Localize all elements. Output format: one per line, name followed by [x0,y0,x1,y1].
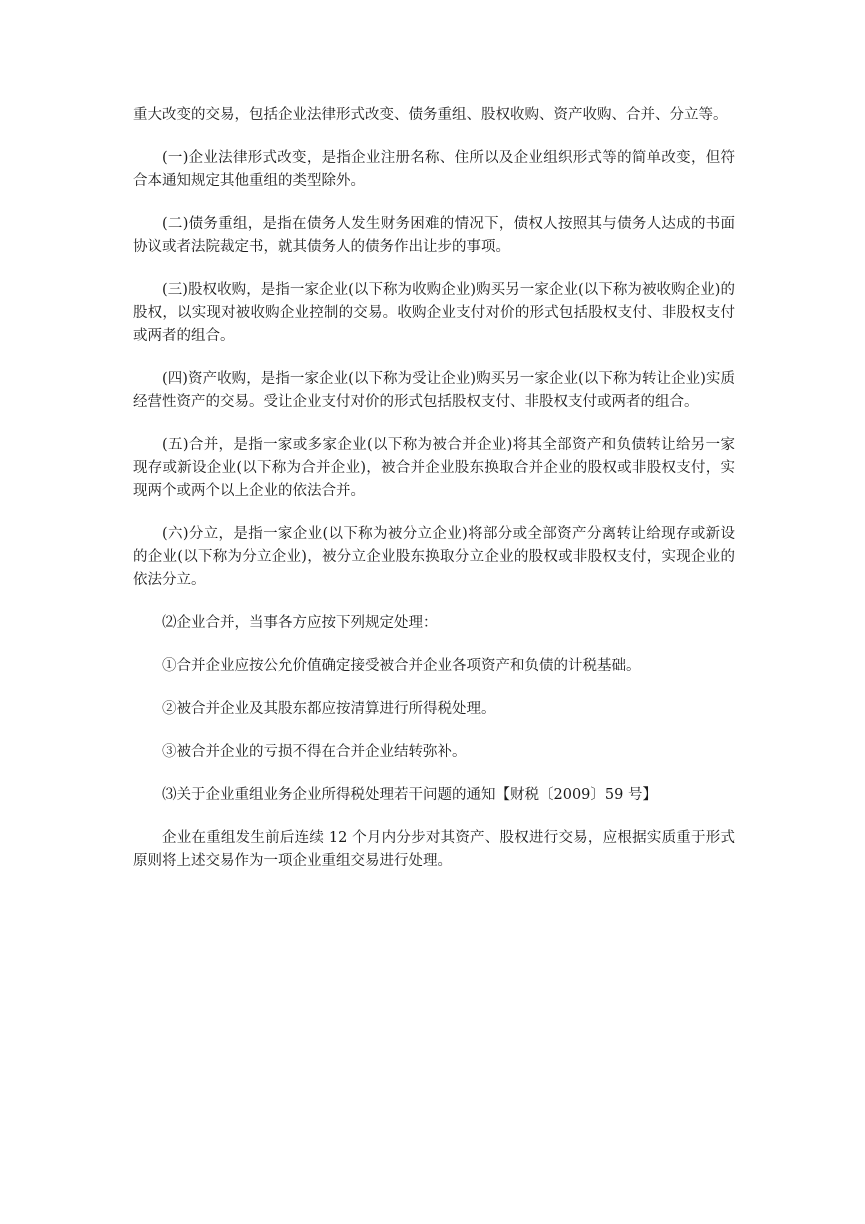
paragraph-merger: (五)合并，是指一家或多家企业(以下称为被合并企业)将其全部资产和负债转让给另一家现存或新设企业(以下称为合并企业)，被合并企业股东换取合并企业的股权或非股权支付，实现两个或两个以上企业的依法合并。 [133,437,735,499]
paragraph-legal-form-change: (一)企业法律形式改变，是指企业注册名称、住所以及企业组织形式等的简单改变，但符合本通知规定其他重组的类型除外。 [133,150,735,189]
paragraph-division: (六)分立，是指一家企业(以下称为被分立企业)将部分或全部资产分离转让给现存或新设的企业(以下称为分立企业)，被分立企业股东换取分立企业的股权或非股权支付，实现企业的依法分立。 [133,526,735,588]
item-merger-rules-heading: ⑵企业合并，当事各方应按下列规定处理： [162,615,438,631]
document-body [133,104,735,893]
item-merger-rule-3: ③被合并企业的亏损不得在合并企业结转弥补。 [162,744,467,760]
item-merger-rule-1: ①合并企业应按公允价值确定接受被合并企业各项资产和负债的计税基础。 [162,658,641,674]
paragraph-debt-restructuring: (二)债务重组，是指在债务人发生财务困难的情况下，债权人按照其与债务人达成的书面协议或者法院裁定书，就其债务人的债务作出让步的事项。 [133,216,735,255]
item-merger-rule-2: ②被合并企业及其股东都应按清算进行所得税处理。 [162,701,496,717]
paragraph-closing: 企业在重组发生前后连续 12 个月内分步对其资产、股权进行交易，应根据实质重于形式原则将上述交易作为一项企业重组交易进行处理。 [133,830,735,869]
paragraph-equity-acquisition: (三)股权收购，是指一家企业(以下称为收购企业)购买另一家企业(以下称为被收购企业)的股权，以实现对被收购企业控制的交易。收购企业支付对价的形式包括股权支付、非股权支付或两者的组合。 [133,282,735,344]
paragraph-reorganization-types: 重大改变的交易，包括企业法律形式改变、债务重组、股权收购、资产收购、合并、分立等。 [133,107,728,123]
item-notice-reference: ⑶关于企业重组业务企业所得税处理若干问题的通知【财税〔2009〕59 号】 [162,787,657,803]
paragraph-asset-acquisition: (四)资产收购，是指一家企业(以下称为受让企业)购买另一家企业(以下称为转让企业)实质经营性资产的交易。受让企业支付对价的形式包括股权支付、非股权支付或两者的组合。 [133,371,735,410]
